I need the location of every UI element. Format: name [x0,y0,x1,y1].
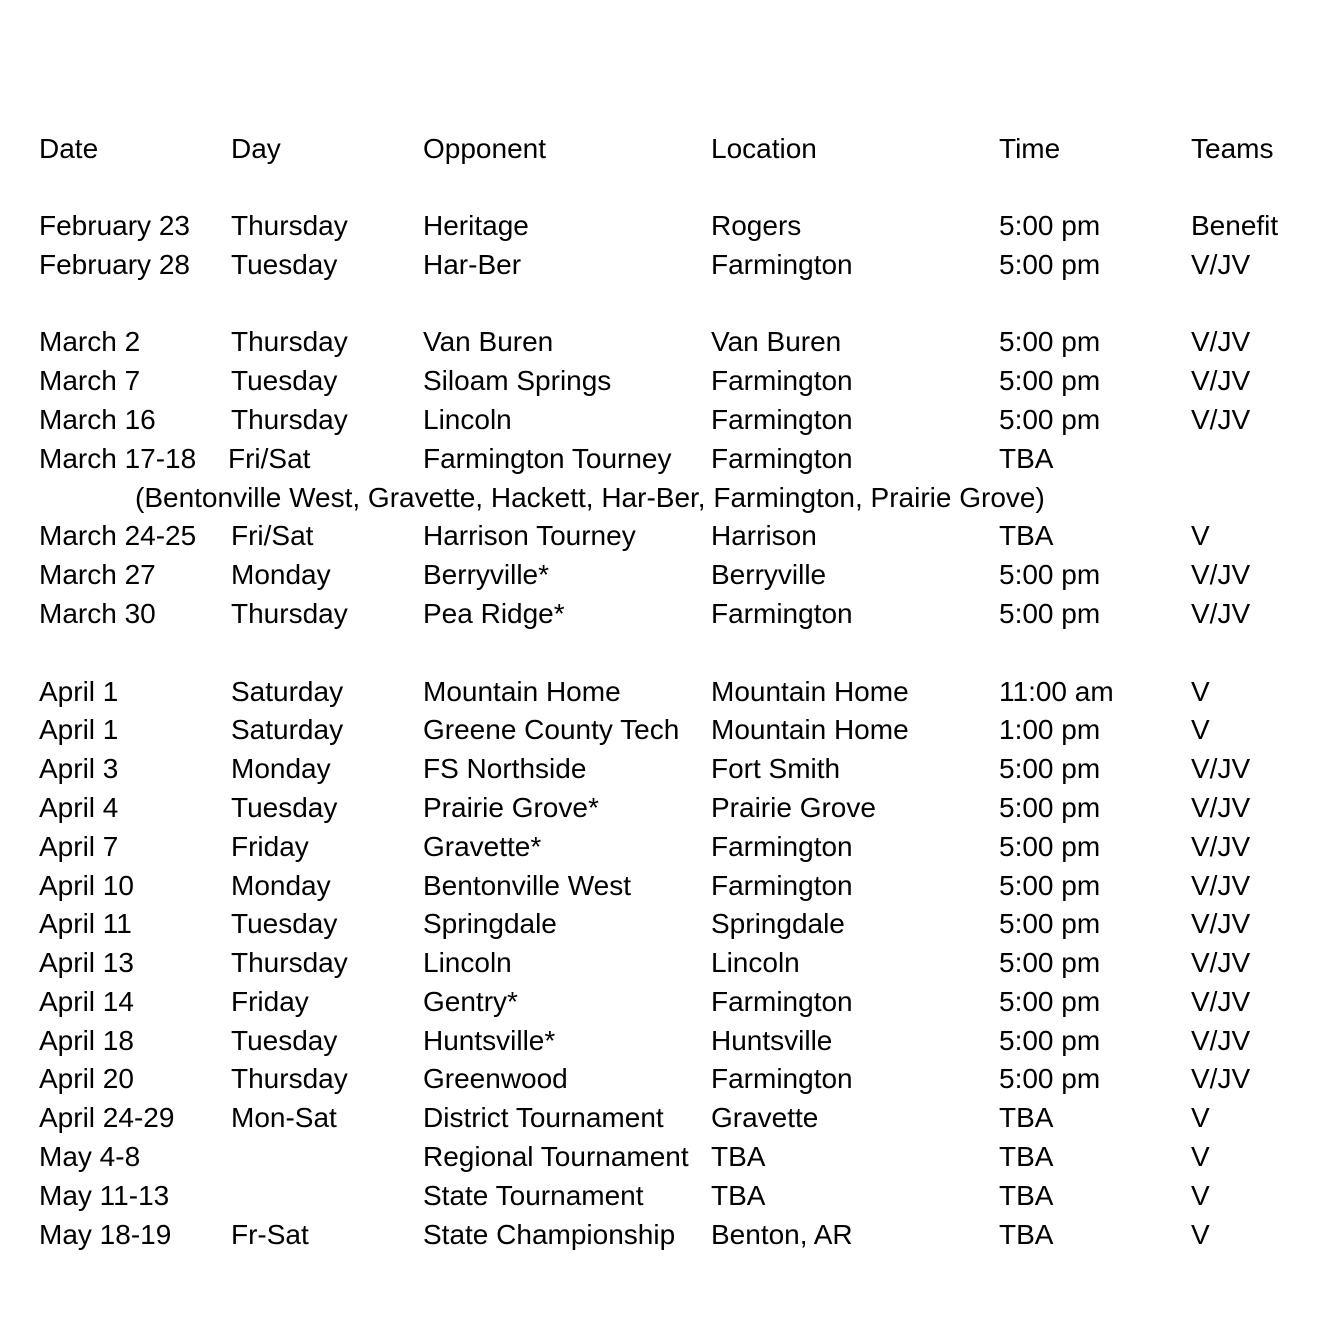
cell-opponent: Heritage [423,210,529,241]
table-row [0,789,1333,827]
cell-location: Fort Smith [711,753,841,784]
cell-location: Lincoln [711,947,800,978]
cell-location: Van Buren [711,326,842,357]
cell-teams: V/JV [1191,792,1251,823]
cell-time: 5:00 pm [999,986,1101,1017]
table-row [0,517,1333,555]
table-row [0,867,1333,905]
cell-time: 5:00 pm [999,870,1101,901]
cell-opponent: FS Northside [423,753,587,784]
table-row [0,1138,1333,1176]
table-row [0,750,1333,788]
table-row [0,556,1333,594]
cell-time: 5:00 pm [999,792,1101,823]
cell-location: Farmington [711,1063,853,1094]
cell-date: April 10 [39,870,134,901]
cell-time: 1:00 pm [999,714,1101,745]
cell-time: 5:00 pm [999,249,1101,280]
cell-date: April 14 [39,986,134,1017]
cell-opponent: Har-Ber [423,249,522,280]
cell-opponent: Pea Ridge* [423,598,565,629]
cell-location: TBA [711,1180,766,1211]
cell-location: Farmington [711,365,853,396]
cell-date: April 24-29 [39,1102,175,1133]
cell-time: 5:00 pm [999,404,1101,435]
cell-opponent: Mountain Home [423,676,621,707]
cell-teams: V [1191,714,1210,745]
table-row [0,983,1333,1021]
cell-opponent: Farmington Tourney [423,443,672,474]
cell-date: April 7 [39,831,119,862]
table-row [0,711,1333,749]
cell-teams: V/JV [1191,1063,1251,1094]
cell-date: April 20 [39,1063,134,1094]
cell-day: Monday [231,870,331,901]
cell-date: March 17-18 [39,443,197,474]
cell-opponent: State Championship [423,1219,676,1250]
cell-teams: V [1191,676,1210,707]
cell-location: Farmington [711,986,853,1017]
cell-time: TBA [999,1180,1054,1211]
table-row [0,1216,1333,1254]
header-teams: Teams [1191,133,1274,164]
cell-day: Thursday [231,404,348,435]
cell-location: Farmington [711,870,853,901]
table-row [0,944,1333,982]
cell-opponent: Siloam Springs [423,365,612,396]
table-row [0,595,1333,633]
cell-day: Monday [231,559,331,590]
cell-teams: V/JV [1191,404,1251,435]
header-row [0,130,1333,168]
table-row [0,323,1333,361]
cell-date: March 7 [39,365,141,396]
cell-location: Huntsville [711,1025,833,1056]
cell-time: 5:00 pm [999,753,1101,784]
table-row [0,1022,1333,1060]
cell-opponent: Lincoln [423,947,512,978]
table-row [0,207,1333,245]
cell-teams: Benefit [1191,210,1279,241]
cell-time: TBA [999,1219,1054,1250]
table-row [0,905,1333,943]
cell-day: Tuesday [231,365,338,396]
cell-location: Gravette [711,1102,819,1133]
cell-date: May 4-8 [39,1141,141,1172]
cell-teams: V [1191,1219,1210,1250]
cell-time: 5:00 pm [999,831,1101,862]
cell-opponent: Prairie Grove* [423,792,599,823]
cell-teams: V [1191,1141,1210,1172]
tourney-teams-note: (Bentonville West, Gravette, Hackett, Har-Ber, Farmington, Prairie Grove) [135,482,1045,513]
cell-opponent: Lincoln [423,404,512,435]
cell-opponent: Gentry* [423,986,518,1017]
cell-teams: V/JV [1191,831,1251,862]
cell-date: February 23 [39,210,190,241]
cell-teams: V/JV [1191,1025,1251,1056]
cell-date: May 11-13 [39,1180,170,1211]
cell-date: March 30 [39,598,156,629]
cell-time: 5:00 pm [999,365,1101,396]
cell-day: Tuesday [231,249,338,280]
header-opponent: Opponent [423,133,546,164]
cell-time: TBA [999,1102,1054,1133]
table-row [0,362,1333,400]
header-day: Day [231,133,281,164]
cell-teams: V/JV [1191,753,1251,784]
cell-day: Friday [231,831,309,862]
cell-date: May 18-19 [39,1219,172,1250]
cell-time: 5:00 pm [999,947,1101,978]
cell-opponent: Regional Tournament [423,1141,689,1172]
table-row [0,1099,1333,1137]
cell-location: Farmington [711,404,853,435]
cell-day: Fri/Sat [228,443,311,474]
cell-location: Farmington [711,831,853,862]
cell-date: February 28 [39,249,190,280]
cell-day: Thursday [231,1063,348,1094]
cell-teams: V/JV [1191,559,1251,590]
cell-date: April 18 [39,1025,134,1056]
cell-time: 5:00 pm [999,559,1101,590]
cell-teams: V/JV [1191,986,1251,1017]
cell-teams: V [1191,520,1210,551]
cell-day: Thursday [231,598,348,629]
cell-date: April 3 [39,753,119,784]
cell-date: April 11 [39,908,132,939]
header-location: Location [711,133,817,164]
cell-location: Prairie Grove [711,792,876,823]
cell-location: Benton, AR [711,1219,853,1250]
cell-date: April 1 [39,676,119,707]
cell-day: Tuesday [231,792,338,823]
cell-time: 5:00 pm [999,326,1101,357]
cell-time: TBA [999,520,1054,551]
cell-date: March 27 [39,559,156,590]
table-row [0,246,1333,284]
cell-opponent: District Tournament [423,1102,664,1133]
cell-opponent: State Tournament [423,1180,644,1211]
cell-time: 5:00 pm [999,1063,1101,1094]
cell-day: Thursday [231,210,348,241]
cell-opponent: Greenwood [423,1063,568,1094]
cell-location: Mountain Home [711,676,909,707]
cell-teams: V [1191,1180,1210,1211]
cell-day: Saturday [231,714,344,745]
cell-time: TBA [999,443,1054,474]
cell-opponent: Gravette* [423,831,542,862]
cell-teams: V/JV [1191,249,1251,280]
cell-location: Farmington [711,249,853,280]
cell-time: 5:00 pm [999,1025,1101,1056]
cell-day: Fr-Sat [231,1219,309,1250]
cell-day: Saturday [231,676,344,707]
cell-day: Tuesday [231,1025,338,1056]
cell-date: April 13 [39,947,134,978]
cell-location: Mountain Home [711,714,909,745]
cell-location: Farmington [711,598,853,629]
cell-day: Thursday [231,947,348,978]
cell-location: TBA [711,1141,766,1172]
cell-opponent: Huntsville* [423,1025,556,1056]
cell-time: 5:00 pm [999,908,1101,939]
table-row [0,401,1333,439]
table-row [0,440,1333,478]
cell-time: 5:00 pm [999,210,1101,241]
cell-opponent: Bentonville West [423,870,632,901]
cell-teams: V/JV [1191,870,1251,901]
header-date: Date [39,133,99,164]
cell-teams: V/JV [1191,947,1251,978]
cell-date: March 2 [39,326,141,357]
cell-time: TBA [999,1141,1054,1172]
cell-location: Rogers [711,210,802,241]
cell-time: 11:00 am [999,676,1114,707]
cell-teams: V/JV [1191,598,1251,629]
table-row [0,673,1333,711]
cell-location: Farmington [711,443,853,474]
cell-date: March 24-25 [39,520,197,551]
cell-time: 5:00 pm [999,598,1101,629]
cell-location: Springdale [711,908,845,939]
cell-day: Fri/Sat [231,520,314,551]
table-row [0,1060,1333,1098]
cell-teams: V/JV [1191,908,1251,939]
cell-opponent: Berryville* [423,559,550,590]
cell-opponent: Harrison Tourney [423,520,636,551]
table-row [0,828,1333,866]
cell-opponent: Greene County Tech [423,714,680,745]
cell-day: Mon-Sat [231,1102,337,1133]
cell-opponent: Springdale [423,908,557,939]
cell-teams: V/JV [1191,326,1251,357]
cell-day: Monday [231,753,331,784]
cell-day: Thursday [231,326,348,357]
cell-location: Berryville [711,559,827,590]
cell-day: Friday [231,986,309,1017]
table-row [0,1177,1333,1215]
cell-teams: V [1191,1102,1210,1133]
cell-location: Harrison [711,520,817,551]
cell-date: April 4 [39,792,119,823]
cell-date: April 1 [39,714,119,745]
cell-opponent: Van Buren [423,326,554,357]
cell-teams: V/JV [1191,365,1251,396]
cell-date: March 16 [39,404,156,435]
cell-day: Tuesday [231,908,338,939]
header-time: Time [999,133,1061,164]
